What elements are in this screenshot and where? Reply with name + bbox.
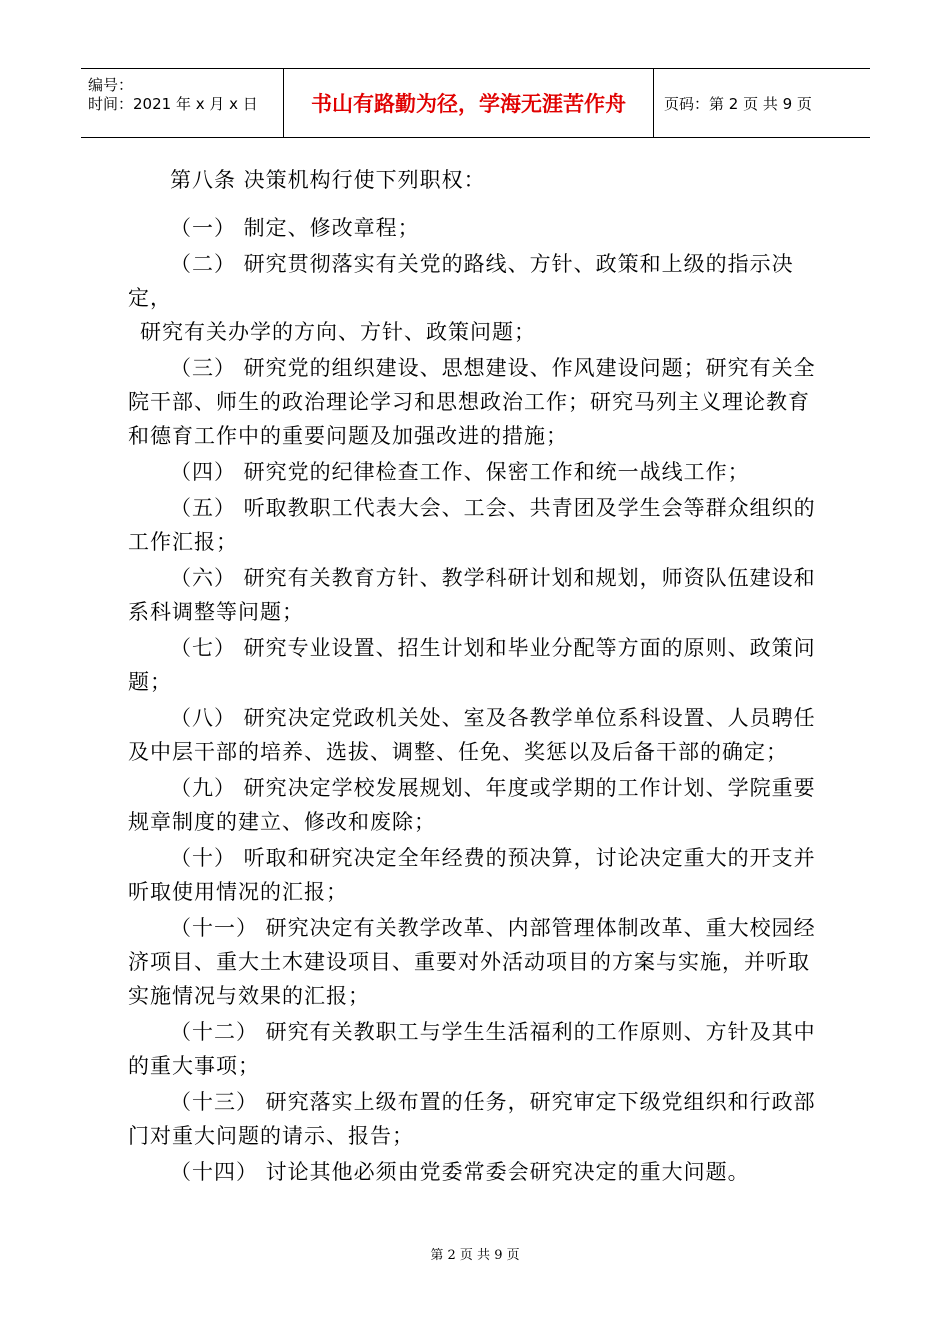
list-item-continuation: 研究有关办学的方向、方针、政策问题； — [140, 320, 536, 344]
list-item — [128, 247, 828, 349]
list-item: （十二） 研究有关教职工与学生生活福利的工作原则、方针及其中的重大事项； — [128, 1020, 816, 1078]
header-page-code: 页码：第 2 页 共 9 页 — [664, 94, 812, 113]
list-item: （六） 研究有关教育方针、教学科研计划和规划，师资队伍建设和系科调整等问题； — [128, 566, 816, 624]
list-item: （十三） 研究落实上级布置的任务，研究审定下级党组织和行政部门对重大问题的请示、报告； — [128, 1090, 816, 1148]
list-item: （八） 研究决定党政机关处、室及各教学单位系科设置、人员聘任及中层干部的培养、选拔、调整、任免、奖惩以及后备干部的确定； — [128, 706, 816, 764]
list-item: （九） 研究决定学校发展规划、年度或学期的工作计划、学院重要规章制度的建立、修改和废除； — [128, 776, 816, 834]
list-item: （十一） 研究决定有关教学改革、内部管理体制改革、重大校园经济项目、重大土木建设项目、重要对外活动项目的方案与实施，并听取实施情况与效果的汇报； — [128, 916, 816, 1008]
list-item-text: （二） 研究贯彻落实有关党的路线、方针、政策和上级的指示决定， — [128, 252, 794, 310]
list-item: （三） 研究党的组织建设、思想建设、作风建设问题；研究有关全院干部、师生的政治理论学习和思想政治工作；研究马列主义理论教育和德育工作中的重要问题及加强改进的措施； — [128, 356, 816, 448]
list-item: （十四） 讨论其他必须由党委常委会研究决定的重大问题。 — [170, 1160, 750, 1184]
time-label: 时间：2021 年 x 月 x 日 — [88, 95, 258, 113]
header-motto: 书山有路勤为径，学海无涯苦作舟 — [311, 92, 626, 116]
list-item: （五） 听取教职工代表大会、工会、共青团及学生会等群众组织的工作汇报； — [128, 496, 816, 554]
list-item: （七） 研究专业设置、招生计划和毕业分配等方面的原则、政策问题； — [128, 636, 816, 694]
article-title: 第八条 决策机构行使下列职权： — [170, 168, 486, 192]
list-item: （一） 制定、修改章程； — [170, 216, 420, 240]
header-meta — [81, 69, 283, 137]
list-item: （四） 研究党的纪律检查工作、保密工作和统一战线工作； — [170, 460, 750, 484]
document-header — [81, 68, 870, 138]
article-body — [128, 163, 828, 1191]
number-label: 编号： — [88, 76, 134, 94]
list-item: （十） 听取和研究决定全年经费的预决算，讨论决定重大的开支并听取使用情况的汇报； — [128, 846, 816, 904]
page-footer: 第 2 页 共 9 页 — [430, 1248, 520, 1263]
